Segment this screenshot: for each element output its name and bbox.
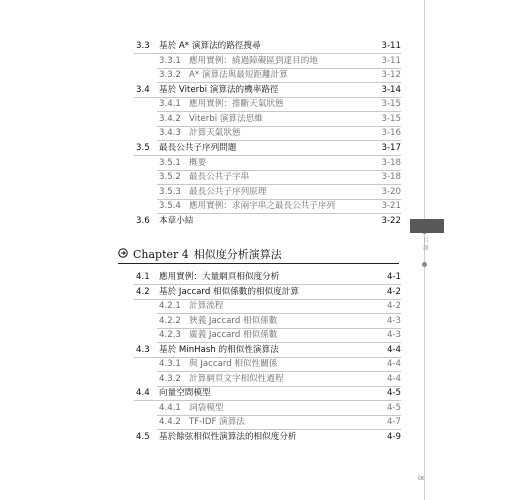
- entry-number: 3.4: [136, 84, 150, 95]
- page-number: ix: [418, 474, 425, 482]
- entry-number: 3.5.1: [159, 157, 181, 168]
- chapter-label: Chapter 4: [133, 248, 189, 261]
- entry-title: 向量空間模型: [159, 388, 211, 398]
- entry-page: 3-11: [381, 55, 401, 66]
- toc-section-entry[interactable]: [0, 386, 520, 400]
- entry-page: 4-9: [386, 431, 401, 442]
- entry-page: 4-2: [386, 301, 401, 311]
- entry-page: 3-15: [381, 113, 401, 124]
- entry-page: 4-7: [386, 417, 401, 427]
- entry-number: 4.3.1: [159, 359, 181, 369]
- toc-subsection-entry[interactable]: [0, 415, 520, 429]
- entry-number: 4.2: [136, 286, 150, 297]
- entry-page: 4-4: [386, 373, 401, 384]
- toc-subsection-entry[interactable]: [0, 314, 520, 328]
- entry-number: 3.4.1: [159, 99, 181, 110]
- toc-subsection-entry[interactable]: [0, 54, 520, 68]
- entry-title: 本章小結: [159, 215, 194, 226]
- entry-title: 應用實例：大量網頁相似度分析: [159, 272, 280, 282]
- entry-title: 狹義 Jaccard 相似係數: [189, 315, 278, 326]
- entry-title: 基於 A* 演算法的路徑搜尋: [159, 41, 261, 51]
- chapter-title: 相似度分析演算法: [193, 248, 282, 261]
- toc-subsection-entry[interactable]: [0, 126, 520, 140]
- entry-number: 3.4.3: [159, 128, 181, 139]
- entry-title: TF-IDF 演算法: [189, 417, 245, 427]
- entry-title: 詞袋模型: [189, 402, 224, 413]
- toc-subsection-entry[interactable]: [0, 170, 520, 184]
- toc-subsection-entry[interactable]: [0, 156, 520, 170]
- entry-title: 與 Jaccard 相似性關係: [189, 359, 278, 369]
- entry-number: 3.5.4: [159, 201, 181, 212]
- entry-page: 4-5: [386, 402, 401, 413]
- entry-title: 應用實例：求兩字串之最長公共子序列: [189, 201, 336, 212]
- entry-number: 4.4.1: [159, 402, 181, 413]
- entry-page: 3-18: [381, 157, 401, 168]
- toc-section-entry[interactable]: [0, 430, 520, 444]
- entry-number: 4.2.1: [159, 301, 181, 311]
- entry-page: 3-12: [381, 70, 401, 81]
- entry-number: 3.3: [136, 41, 150, 51]
- entry-page: 4-3: [386, 330, 401, 340]
- entry-title: 應用實例：推斷天氣狀態: [189, 99, 284, 110]
- entry-page: 3-11: [381, 41, 401, 51]
- entry-number: 4.3.2: [159, 373, 181, 384]
- toc-subsection-entry[interactable]: [0, 97, 520, 111]
- entry-number: 3.5.2: [159, 172, 181, 183]
- toc-subsection-entry[interactable]: [0, 357, 520, 371]
- entry-title: 基於 MinHash 的相似性演算法: [159, 344, 279, 355]
- entry-page: 4-2: [386, 286, 401, 297]
- toc-section-entry[interactable]: [0, 141, 520, 155]
- entry-number: 4.3: [136, 344, 150, 355]
- toc-subsection-entry[interactable]: [0, 68, 520, 82]
- entry-number: 4.5: [136, 431, 150, 442]
- toc-subsection-entry[interactable]: [0, 372, 520, 386]
- entry-number: 3.5: [136, 143, 150, 154]
- entry-page: 3-17: [381, 143, 401, 154]
- entry-page: 3-18: [381, 172, 401, 183]
- toc-section-entry[interactable]: [0, 285, 520, 299]
- toc-subsection-entry[interactable]: [0, 328, 520, 342]
- entry-page: 4-4: [386, 359, 401, 369]
- toc-section-entry[interactable]: [0, 83, 520, 97]
- entry-page: 3-14: [381, 84, 401, 95]
- entry-number: 4.2.2: [159, 315, 181, 326]
- entry-title: 廣義 Jaccard 相似係數: [189, 330, 278, 340]
- entry-page: 3-20: [381, 186, 401, 197]
- toc-section-entry[interactable]: [0, 39, 520, 53]
- toc-subsection-entry[interactable]: [0, 299, 520, 313]
- entry-title: Viterbi 演算法思維: [189, 113, 263, 124]
- entry-number: 3.5.3: [159, 186, 181, 197]
- entry-page: 4-4: [386, 344, 401, 355]
- entry-number: 3.4.2: [159, 113, 181, 124]
- entry-title: 概要: [189, 157, 207, 168]
- entry-title: 計算網頁文字相似性過程: [189, 373, 284, 384]
- entry-page: 4-1: [386, 272, 401, 282]
- entry-title: 應用實例：繞過障礙區到達目的地: [189, 55, 318, 66]
- entry-title: 最長公共子序列問題: [159, 143, 237, 154]
- entry-title: 基於餘弦相似性演算法的相似度分析: [159, 431, 297, 442]
- entry-title: 基於 Jaccard 相似係數的相似度計算: [159, 286, 299, 297]
- toc-section-entry[interactable]: [0, 343, 520, 357]
- toc-subsection-entry[interactable]: [0, 401, 520, 415]
- entry-number: 4.4: [136, 388, 150, 398]
- entry-title: 最長公共子字串: [189, 172, 250, 183]
- entry-page: 4-5: [386, 388, 401, 398]
- side-tab-label: 目錄: [422, 237, 429, 252]
- entry-page: 3-21: [381, 201, 401, 212]
- entry-page: 3-15: [381, 99, 401, 110]
- entry-page: 3-16: [381, 128, 401, 139]
- entry-title: 最長公共子序列原理: [189, 186, 267, 197]
- toc-subsection-entry[interactable]: [0, 185, 520, 199]
- entry-number: 3.3.2: [159, 70, 181, 81]
- toc-subsection-entry[interactable]: [0, 199, 520, 213]
- toc-section-entry[interactable]: [0, 214, 520, 228]
- entry-title: 計算天氣狀態: [189, 128, 241, 139]
- entry-title: A* 演算法與最短距離計算: [189, 70, 288, 81]
- entry-number: 3.6: [136, 215, 150, 226]
- toc-subsection-entry[interactable]: [0, 112, 520, 126]
- entry-title: 計算流程: [189, 301, 224, 311]
- entry-number: 4.1: [136, 272, 150, 282]
- entry-number: 4.4.2: [159, 417, 181, 427]
- entry-number: 4.2.3: [159, 330, 181, 340]
- entry-number: 3.3.1: [159, 55, 181, 66]
- entry-page: 4-3: [386, 315, 401, 326]
- entry-title: 基於 Viterbi 演算法的機率路徑: [159, 84, 279, 95]
- entry-page: 3-22: [381, 215, 401, 226]
- toc-section-entry[interactable]: [0, 270, 520, 284]
